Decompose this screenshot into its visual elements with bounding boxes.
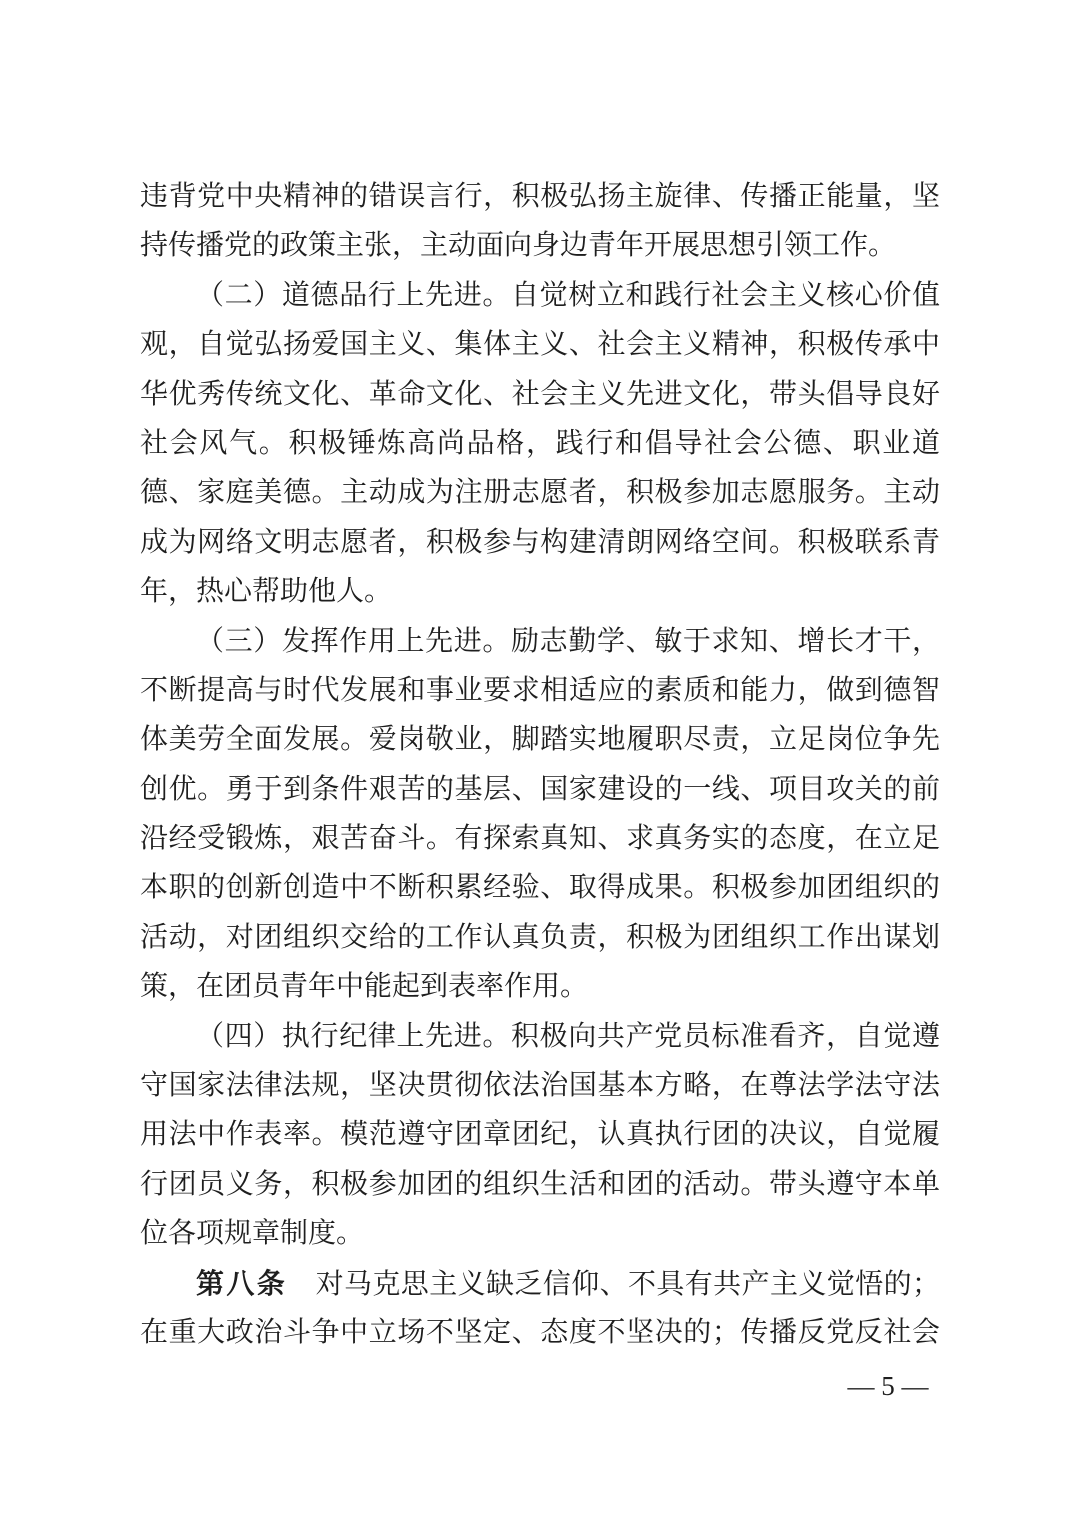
text-line: 体美劳全面发展。爱岗敬业，脚踏实地履职尽责，立足岗位争先 — [140, 724, 940, 756]
text-line: 策，在团员青年中能起到表率作用。 — [140, 971, 589, 1003]
text-line: 成为网络文明志愿者，积极参与构建清朗网络空间。积极联系青 — [140, 526, 940, 558]
text-line: 本职的创新创造中不断积累经验、取得成果。积极参加团组织的 — [140, 872, 940, 904]
text-line: 不断提高与时代发展和事业要求相适应的素质和能力，做到德智 — [140, 674, 940, 706]
text-line: （三）发挥作用上先进。励志勤学、敏于求知、增长才干， — [196, 625, 940, 657]
text-line: 在重大政治斗争中立场不坚定、态度不坚决的；传播反党反社会 — [140, 1316, 940, 1348]
text-line: 年，热心帮助他人。 — [140, 576, 393, 608]
document-page — [140, 172, 940, 1357]
text-line: 位各项规章制度。 — [140, 1218, 365, 1250]
text-line: 行团员义务，积极参加团的组织生活和团的活动。带头遵守本单 — [140, 1168, 940, 1200]
text-line: （二）道德品行上先进。自觉树立和践行社会主义核心价值 — [196, 279, 940, 311]
text-line: 创优。勇于到条件艰苦的基层、国家建设的一线、项目攻关的前 — [140, 773, 940, 805]
page-number: — 5 — — [847, 1371, 929, 1401]
text-line: 持传播党的政策主张，主动面向身边青年开展思想引领工作。 — [140, 230, 897, 262]
text-line: 用法中作表率。模范遵守团章团纪，认真执行团的决议，自觉履 — [140, 1119, 940, 1151]
article-text: 对马克思主义缺乏信仰、不具有共产主义觉悟的； — [287, 1268, 940, 1300]
text-line: 社会风气。积极锤炼高尚品格，践行和倡导社会公德、职业道 — [140, 427, 940, 459]
text-line: 违背党中央精神的错误言行，积极弘扬主旋律、传播正能量，坚 — [140, 181, 940, 212]
text-line: （四）执行纪律上先进。积极向共产党员标准看齐，自觉遵 — [196, 1020, 940, 1052]
text-line: 德、家庭美德。主动成为注册志愿者，积极参加志愿服务。主动 — [140, 477, 940, 509]
text-line: 沿经受锻炼，艰苦奋斗。有探索真知、求真务实的态度，在立足 — [140, 823, 940, 855]
text-line-article — [140, 1259, 940, 1308]
article-number-label: 第八条 — [196, 1267, 288, 1299]
text-line: 华优秀传统文化、革命文化、社会主义先进文化，带头倡导良好 — [140, 378, 940, 410]
text-line: 观，自觉弘扬爱国主义、集体主义、社会主义精神，积极传承中 — [140, 329, 940, 361]
text-line: 活动，对团组织交给的工作认真负责，积极为团组织工作出谋划 — [140, 921, 940, 953]
text-line: 守国家法律法规，坚决贯彻依法治国基本方略，在尊法学法守法 — [140, 1070, 940, 1102]
